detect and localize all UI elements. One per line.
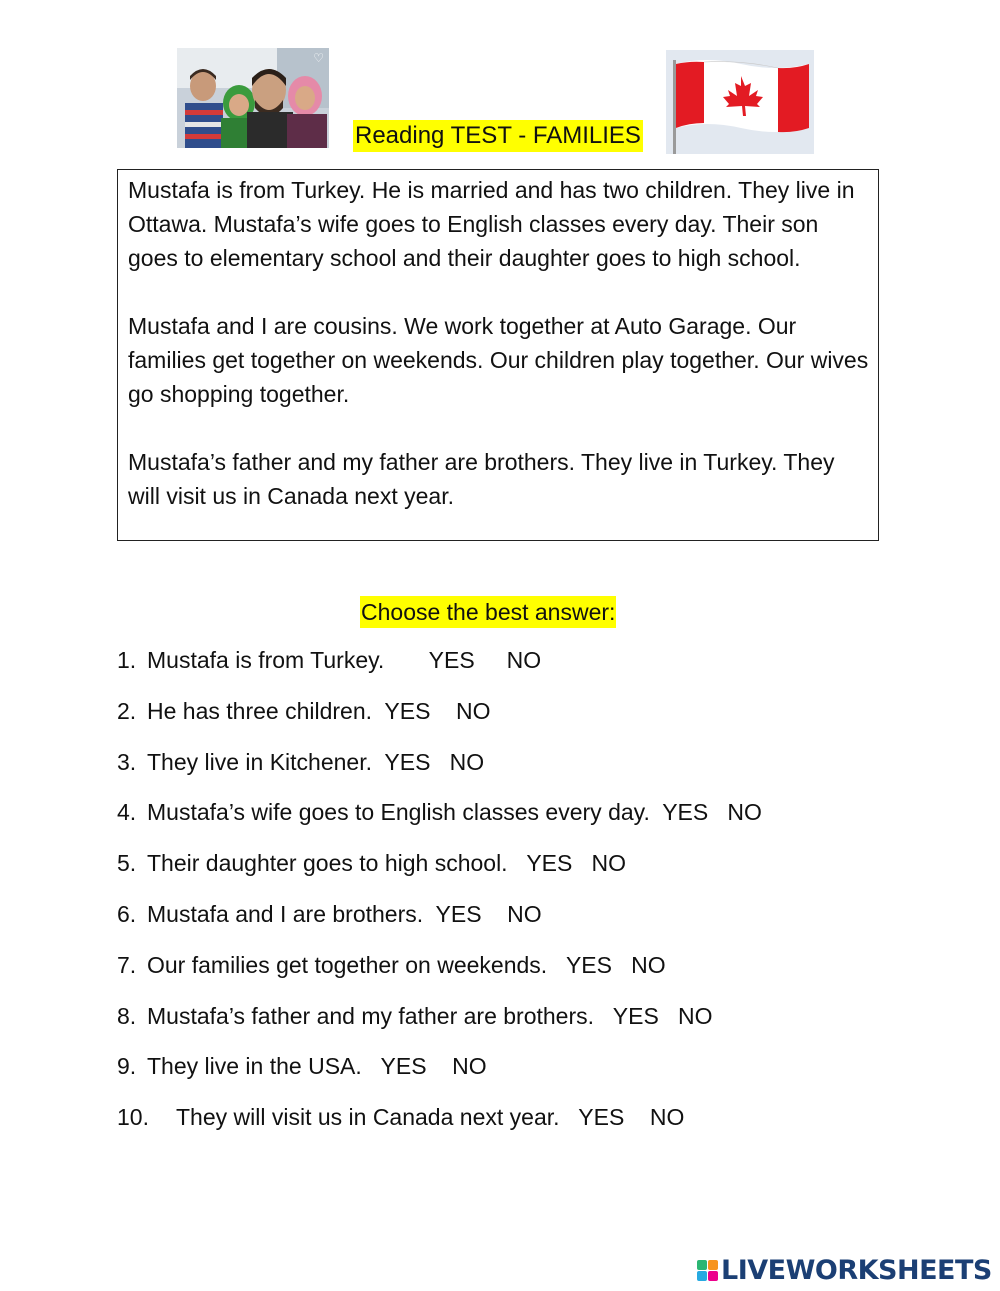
question-number: 2. [117,697,137,724]
answer-no[interactable]: NO [506,647,542,673]
question-number: 10. [117,1104,149,1131]
liveworksheets-wordmark: LIVEWORKSHEETS [721,1254,992,1286]
spacer [594,1003,613,1029]
question-item [117,1049,897,1100]
question-number: 9. [117,1053,137,1080]
answer-yes[interactable]: YES [435,900,482,927]
family-photo-image [177,48,329,148]
answer-no[interactable]: NO [649,1104,685,1131]
answer-yes[interactable]: YES [384,748,431,775]
spacer [659,1003,678,1029]
liveworksheets-logo-icon [697,1260,718,1281]
spacer [427,1053,453,1079]
spacer [547,952,566,978]
logo-square [697,1271,707,1281]
question-text: Mustafa’s father and my father are brothers. [147,1002,595,1029]
question-text: Mustafa is from Turkey. [147,647,385,673]
answer-no[interactable]: NO [507,900,542,927]
family-photo [177,48,329,148]
reading-paragraph: Mustafa is from Turkey. He is married and has two children. They live in Ottawa. Mustafa’s wife goes to English classes every day. Their son goes to elementary school and their daughter goes to high school. [128,177,855,271]
question-list [117,643,897,1151]
question-number: 4. [117,799,137,826]
spacer [430,698,456,724]
spacer [612,952,631,978]
spacer [372,749,384,775]
spacer [650,799,662,825]
question-text: They will visit us in Canada next year. [176,1104,560,1131]
question-item [117,643,897,694]
question-number: 8. [117,1002,137,1029]
answer-no[interactable]: NO [631,951,666,978]
heart-icon[interactable]: ♡ [313,51,324,65]
question-item [117,1100,897,1151]
answer-no[interactable]: NO [727,799,762,826]
question-number: 5. [117,850,137,877]
canada-flag-icon [666,50,814,154]
logo-square [697,1260,707,1270]
spacer [508,850,527,876]
reading-paragraph: Mustafa’s father and my father are brothers. They live in Turkey. They will visit us in Canada next year. [128,449,835,509]
question-number: 3. [117,748,137,775]
question-text: He has three children. [147,697,373,724]
answer-yes[interactable]: YES [380,1053,427,1080]
page-title: Reading TEST - FAMILIES [353,120,643,152]
answer-no[interactable]: NO [452,1053,487,1080]
question-number: 7. [117,951,137,978]
question-item [117,745,897,796]
spacer [423,901,435,927]
answer-yes[interactable]: YES [428,647,475,673]
reading-passage [117,169,879,541]
question-item [117,999,897,1050]
question-text: Mustafa and I are brothers. [147,900,424,927]
liveworksheets-logo[interactable] [697,1254,992,1286]
answer-yes[interactable]: YES [526,850,573,877]
answer-yes[interactable]: YES [384,697,431,724]
answer-no[interactable]: NO [449,748,485,775]
spacer [624,1104,650,1130]
canada-flag-image [666,50,814,154]
spacer [362,1053,381,1079]
spacer [482,901,508,927]
question-number: 6. [117,900,137,927]
reading-paragraph: Mustafa and I are cousins. We work together at Auto Garage. Our families get together on weekends. Our children play together. Our wives go shopping together. [128,313,869,407]
answer-yes[interactable]: YES [612,1002,659,1029]
answer-no[interactable]: NO [678,1002,713,1029]
question-item [117,897,897,948]
answer-no[interactable]: NO [455,697,491,724]
logo-square [708,1260,718,1270]
question-item [117,795,897,846]
question-text: Our families get together on weekends. [147,951,548,978]
spacer [384,647,428,673]
logo-square [708,1271,718,1281]
question-number: 1. [117,647,137,673]
spacer [430,749,449,775]
spacer [708,799,727,825]
question-text: They live in Kitchener. [147,748,373,775]
answer-yes[interactable]: YES [565,951,612,978]
answer-yes[interactable]: YES [662,799,709,826]
spacer [475,647,507,673]
instruction-heading: Choose the best answer: [360,596,616,628]
question-text: They live in the USA. [147,1053,362,1080]
spacer [372,698,384,724]
spacer [572,850,591,876]
question-text: Their daughter goes to high school. [147,850,508,877]
question-item [117,948,897,999]
spacer [560,1104,579,1130]
answer-no[interactable]: NO [591,850,627,877]
answer-yes[interactable]: YES [578,1104,625,1131]
question-item [117,846,897,897]
question-item [117,694,897,745]
question-text: Mustafa’s wife goes to English classes every day. [147,799,650,826]
